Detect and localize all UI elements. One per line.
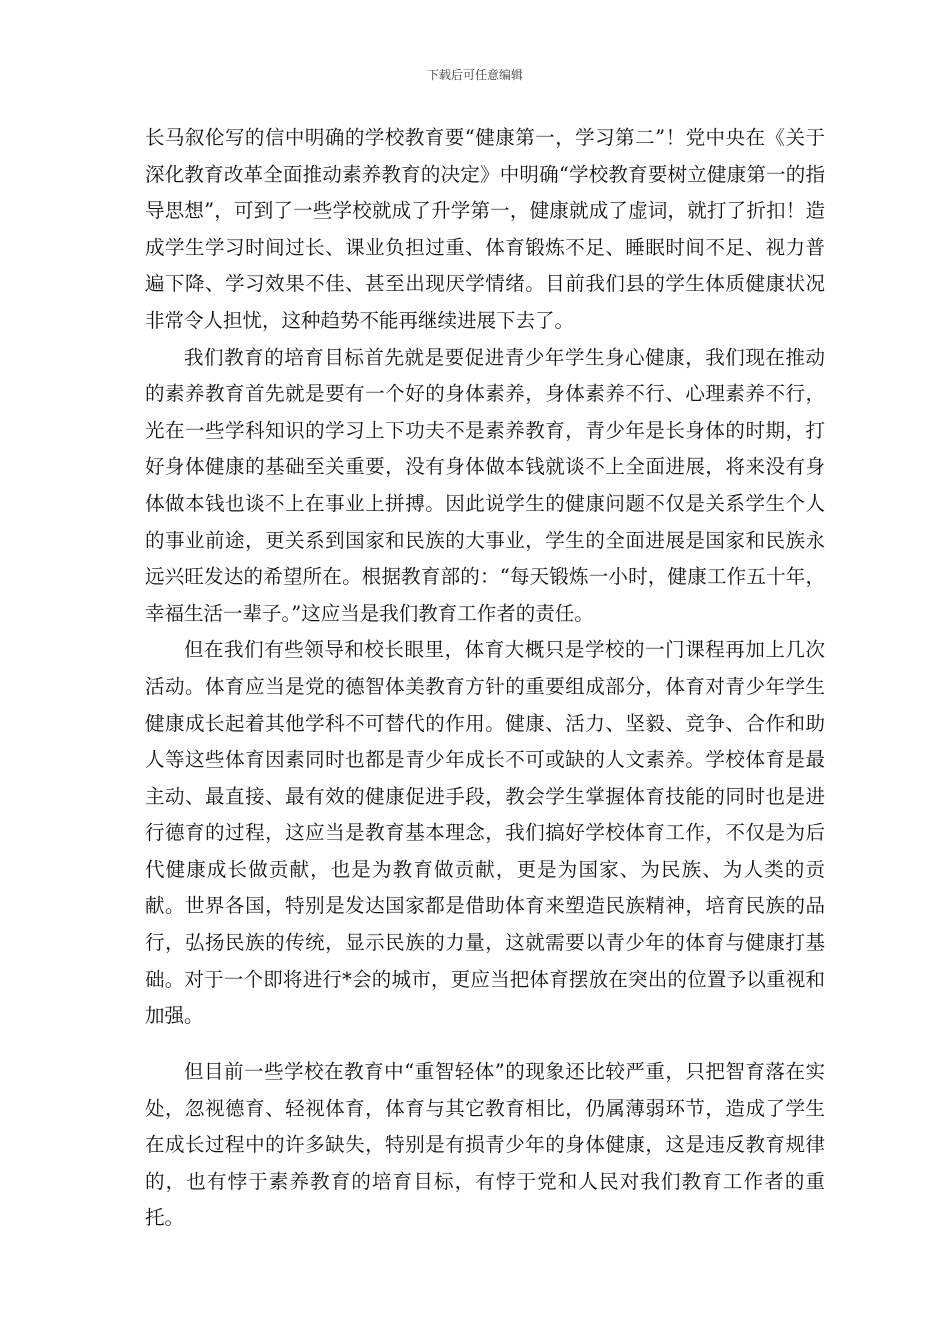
- paragraph: 但在我们有些领导和校长眼里，体育大概只是学校的一门课程再加上几次活动。体育应当是党的德智体美教育方针的重要组成部分，体育对青少年学生健康成长起着其他学科不可替代的作用。健康、活力、坚毅、竞争、合作和助人等这些体育因素同时也都是青少年成长不可或缺的人文素养。学校体育是最主动、最直接、最有效的健康促进手段，教会学生掌握体育技能的同时也是进行德育的过程，这应当是教育基本理念，我们搞好学校体育工作，不仅是为后代健康成长做贡献，也是为教育做贡献，更是为国家、为民族、为人类的贡献。世界各国，特别是发达国家都是借助体育来塑造民族精神，培育民族的品行，弘扬民族的传统，显示民族的力量，这就需要以青少年的体育与健康打基础。对于一个即将进行*会的城市，更应当把体育摆放在突出的位置予以重视和加强。: [145, 638, 825, 1028]
- main-text-block: [145, 120, 825, 1035]
- paragraph-continuation: 长马叙伦写的信中明确的学校教育要“健康第一，学习第二”！党中央在《关于深化教育改革全面推动素养教育的决定》中明确“学校教育要树立健康第一的指导思想”，可到了一些学校就成了升学第一，健康就成了虚词，就打了折扣！造成学生学习时间过长、课业负担过重、体育锻炼不足、睡眠时间不足、视力普遍下降、学习效果不佳、甚至出现厌学情绪。目前我们县的学生体质健康状况非常令人担忧，这种趋势不能再继续进展下去了。: [145, 126, 825, 332]
- paragraph: 我们教育的培育目标首先就是要促进青少年学生身心健康，我们现在推动的素养教育首先就是要有一个好的身体素养，身体素养不行、心理素养不行，光在一些学科知识的学习上下功夫不是素养教育，青少年是长身体的时期，打好身体健康的基础至关重要，没有身体做本钱就谈不上全面进展，将来没有身体做本钱也谈不上在事业上拼搏。因此说学生的健康问题不仅是关系学生个人的事业前途，更关系到国家和民族的大事业，学生的全面进展是国家和民族永远兴旺发达的希望所在。根据教育部的：“每天锻炼一小时，健康工作五十年，幸福生活一辈子。”这应当是我们教育工作者的责任。: [145, 345, 825, 625]
- paragraph: 但目前一些学校在教育中“重智轻体”的现象还比较严重，只把智育落在实处，忽视德育、轻视体育，体育与其它教育相比，仍属薄弱环节，造成了学生在成长过程中的许多缺失，特别是有损青少年的身体健康，这是违反教育规律的，也有悖于素养教育的培育目标，有悖于党和人民对我们教育工作者的重托。: [145, 1060, 825, 1230]
- page-header: 下载后可任意编辑: [426, 68, 523, 82]
- secondary-text-block: [145, 1054, 825, 1237]
